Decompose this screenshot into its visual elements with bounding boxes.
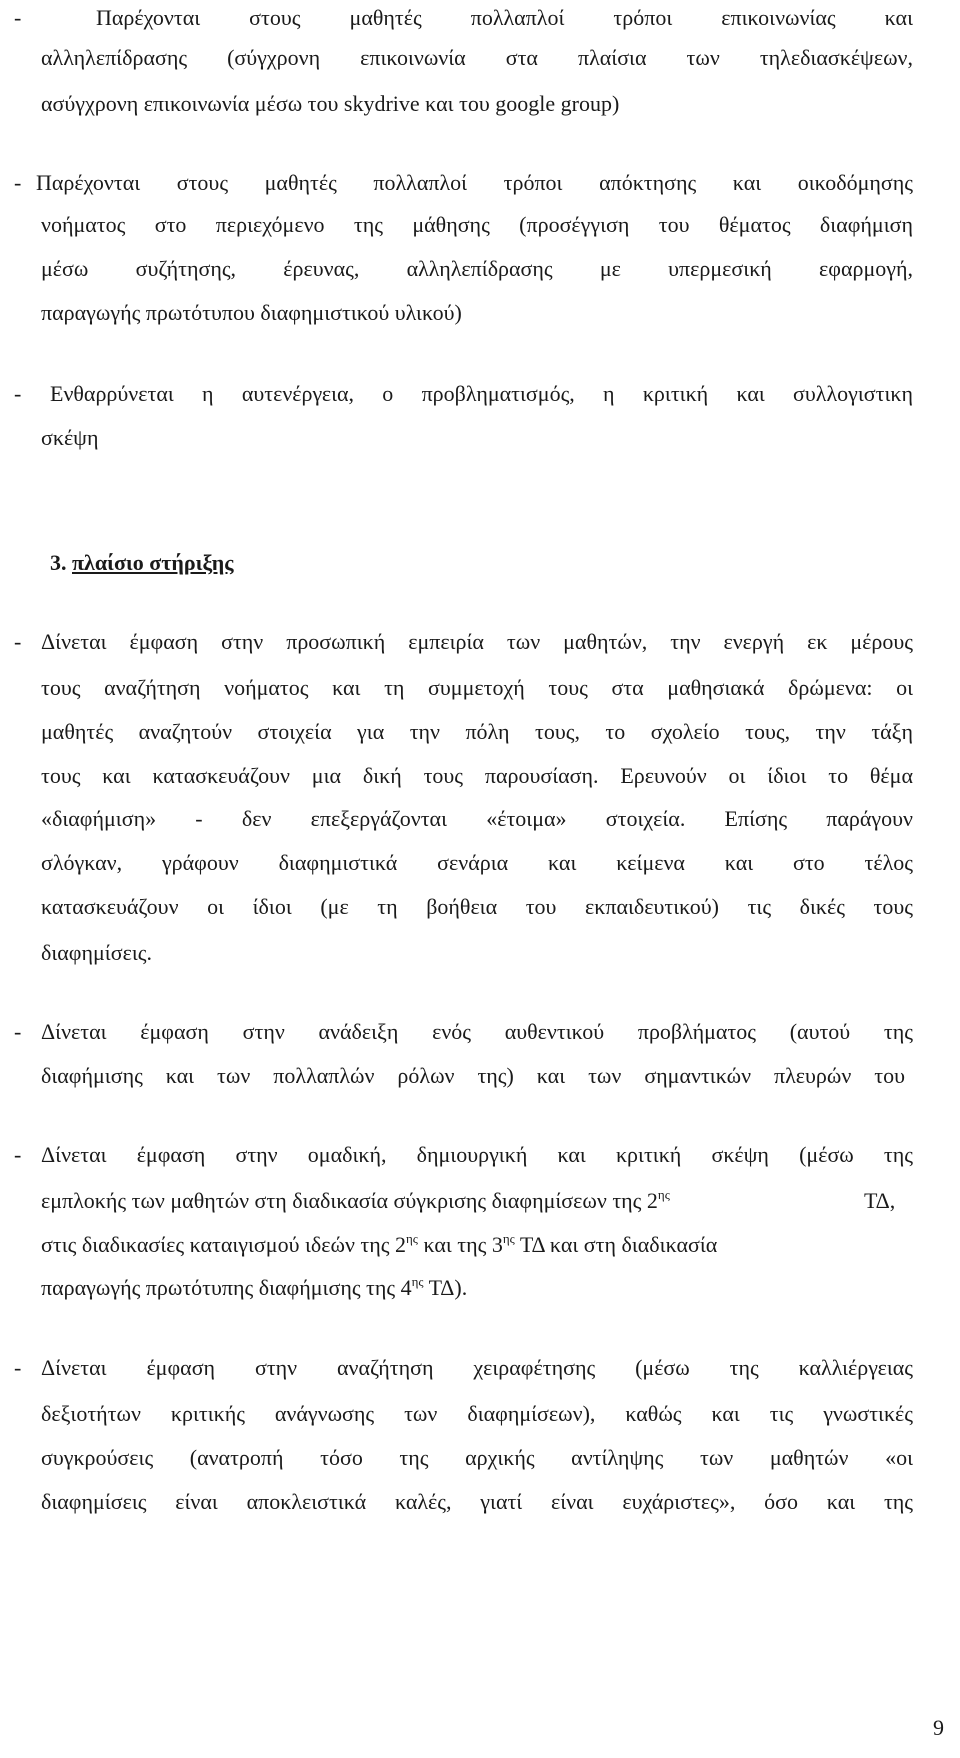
bullet-line: διαφήμισης και των πολλαπλών ρόλων της) και των σημαντικών πλευρών του (41, 1063, 905, 1088)
bullet-dash: - (14, 381, 22, 406)
bullet-line (41, 1275, 467, 1301)
bullet-text: ΤΔ). (428, 1275, 468, 1300)
bullet-dash: - (14, 1355, 22, 1380)
bullet-line: Δίνεται έμφαση στην αναζήτηση χειραφέτησης (μέσω της καλλιέργειας (41, 1355, 913, 1380)
bullet-line: Ενθαρρύνεται η αυτενέργεια, ο προβληματισμός, η κριτική και συλλογιστικη (50, 381, 913, 406)
bullet-line (41, 1232, 717, 1258)
bullet-line: τους αναζήτηση νοήματος και τη συμμετοχή τους στα μαθησιακά δρώμενα: οι (41, 675, 913, 700)
bullet-dash: - (14, 1142, 22, 1167)
ordinal-suffix: ης (657, 1187, 670, 1202)
bullet-line: δεξιοτήτων κριτικής ανάγνωσης των διαφημίσεων), καθώς και τις γνωστικές (41, 1401, 913, 1426)
bullet-line: παραγωγής πρωτότυπου διαφημιστικού υλικού) (41, 300, 462, 325)
bullet-line: Δίνεται έμφαση στην ομαδική, δημιουργική και κριτική σκέψη (μέσω της (41, 1142, 913, 1167)
bullet-text: παραγωγής πρωτότυπης διαφήμισης της 4 (41, 1275, 412, 1300)
bullet-text: και της 3 (423, 1232, 503, 1257)
bullet-text: ΤΔ, (864, 1188, 896, 1213)
bullet-line: σκέψη (41, 425, 99, 450)
ordinal-suffix: ης (405, 1231, 418, 1246)
bullet-line: διαφημίσεις. (41, 940, 152, 965)
bullet-line: συγκρούσεις (ανατροπή τόσο της αρχικής αντίληψης των μαθητών «οι (41, 1445, 913, 1470)
bullet-line: «διαφήμιση» - δεν επεξεργάζονται «έτοιμα» στοιχεία. Επίσης παράγουν (41, 806, 913, 831)
ordinal-suffix: ης (502, 1231, 515, 1246)
section-heading (50, 550, 234, 576)
bullet-line: Δίνεται έμφαση στην προσωπική εμπειρία των μαθητών, την ενεργή εκ μέρους (41, 629, 913, 654)
bullet-line: μέσω συζήτησης, έρευνας, αλληλεπίδρασης με υπερμεσική εφαρμογή, (41, 256, 913, 281)
section-number: 3. (50, 550, 67, 575)
bullet-line: διαφημίσεις είναι αποκλειστικά καλές, γιατί είναι ευχάριστες», όσο και της (41, 1489, 913, 1514)
page-number: 9 (933, 1715, 944, 1740)
bullet-line: Παρέχονται στους μαθητές πολλαπλοί τρόποι απόκτησης και οικοδόμησης (36, 170, 913, 195)
bullet-dash: - (14, 1019, 22, 1044)
bullet-line: σλόγκαν, γράφουν διαφημιστικά σενάρια και κείμενα και στο τέλος (41, 850, 913, 875)
bullet-line (41, 1188, 670, 1214)
section-title: πλαίσιο στήριξης (72, 550, 234, 575)
bullet-dash: - (14, 629, 22, 654)
bullet-line: Δίνεται έμφαση στην ανάδειξη ενός αυθεντικού προβλήματος (αυτού της (41, 1019, 913, 1044)
ordinal-suffix: ης (411, 1274, 424, 1289)
bullet-line: τους και κατασκευάζουν μια δική τους παρουσίαση. Ερευνούν οι ίδιοι το θέμα (41, 763, 913, 788)
bullet-text: εμπλοκής των μαθητών στη διαδικασία σύγκρισης διαφημίσεων της 2 (41, 1188, 658, 1213)
bullet-dash: - (14, 170, 22, 195)
bullet-text: ΤΔ και στη διαδικασία (519, 1232, 718, 1257)
bullet-line: Παρέχονται στους μαθητές πολλαπλοί τρόποι επικοινωνίας και (96, 5, 913, 30)
bullet-line: αλληλεπίδρασης (σύγχρονη επικοινωνία στα πλαίσια των τηλεδιασκέψεων, (41, 45, 913, 70)
bullet-line: νοήματος στο περιεχόμενο της μάθησης (προσέγγιση του θέματος διαφήμιση (41, 212, 913, 237)
bullet-line: ασύγχρονη επικοινωνία μέσω του skydrive και του google group) (41, 91, 620, 116)
bullet-line: μαθητές αναζητούν στοιχεία για την πόλη τους, το σχολείο τους, την τάξη (41, 719, 913, 744)
bullet-line: κατασκευάζουν οι ίδιοι (με τη βοήθεια του εκπαιδευτικού) τις δικές τους (41, 894, 913, 919)
bullet-text: στις διαδικασίες καταιγισμού ιδεών της 2 (41, 1232, 406, 1257)
bullet-dash: - (14, 5, 22, 30)
